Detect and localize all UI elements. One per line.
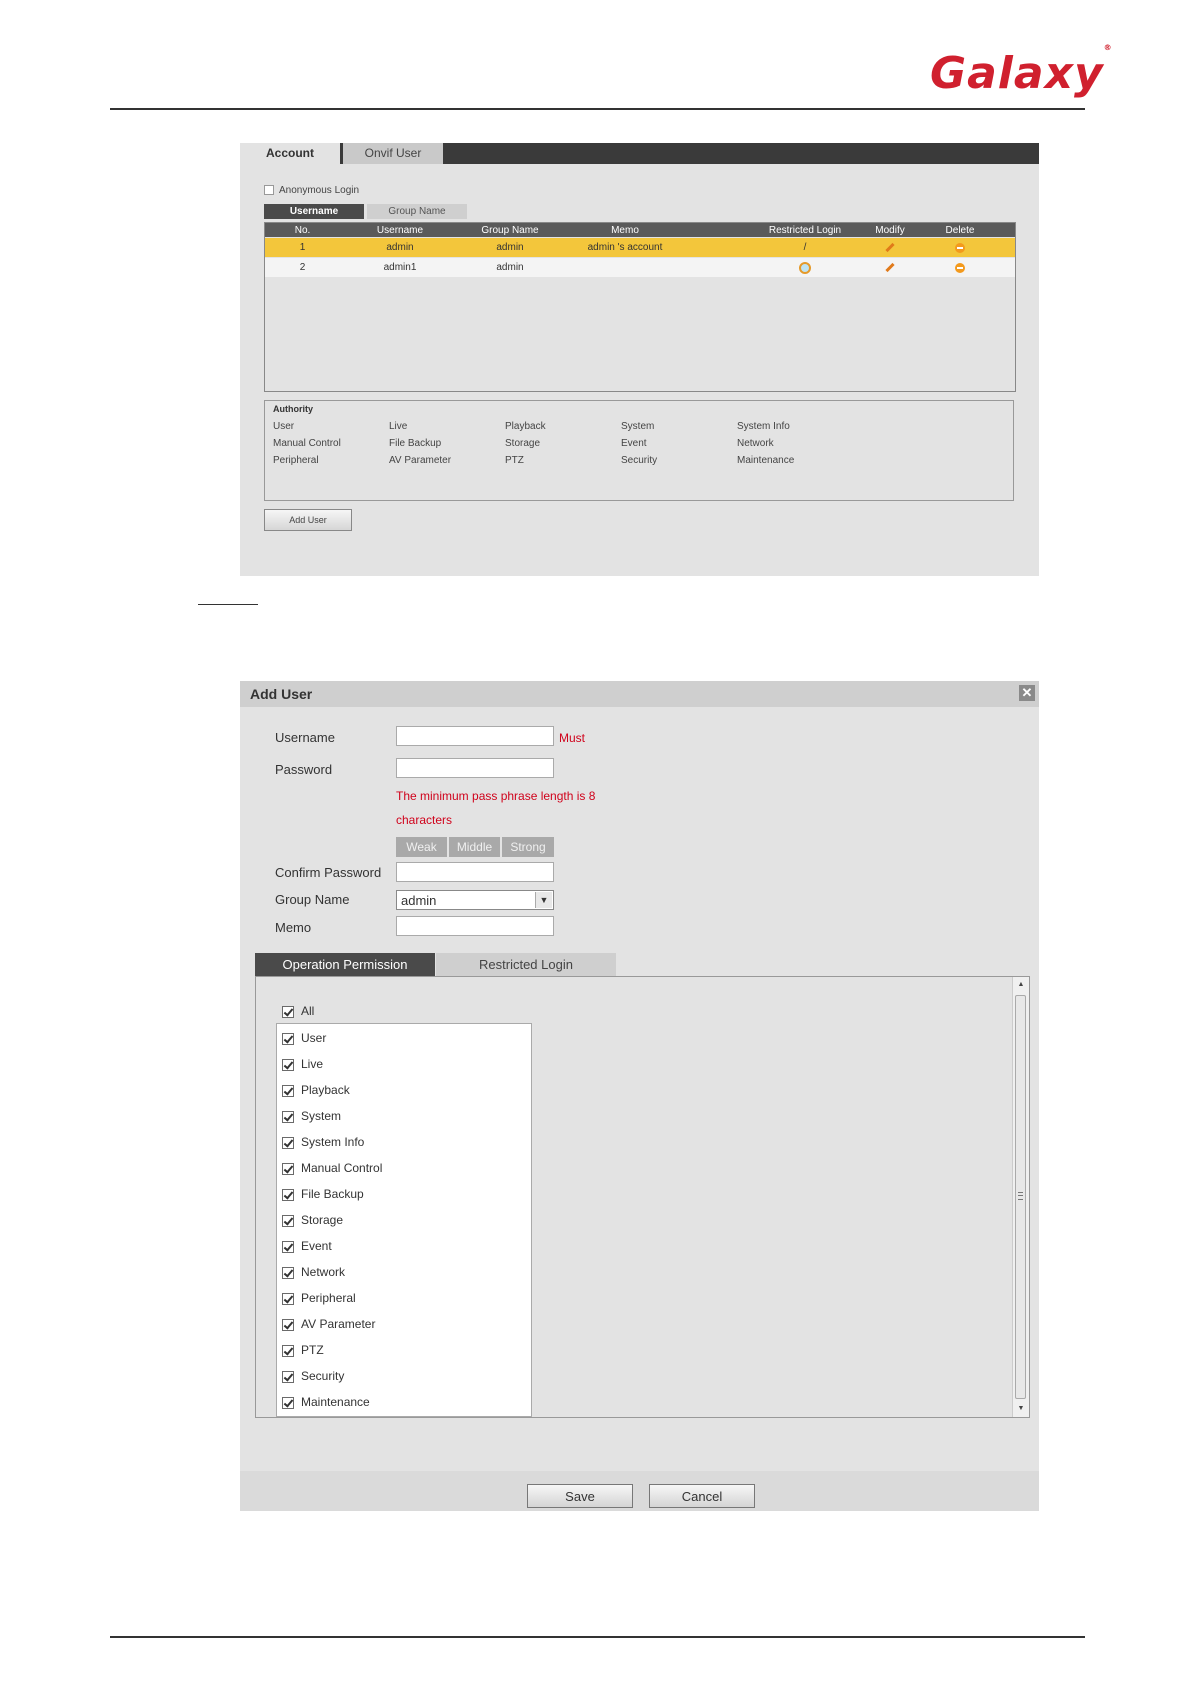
subtab-username[interactable]: Username xyxy=(264,204,364,219)
permission-checkbox[interactable] xyxy=(282,1085,294,1097)
magnifier-icon[interactable] xyxy=(799,262,811,274)
col-delete: Delete xyxy=(945,224,975,236)
permission-checkbox[interactable] xyxy=(282,1215,294,1227)
authority-item: Security xyxy=(621,455,658,466)
dialog-title-bar xyxy=(240,681,1039,707)
authority-item: Playback xyxy=(505,421,546,432)
cell-no: 1 xyxy=(299,242,306,253)
confirm-password-label: Confirm Password xyxy=(275,865,382,880)
cell-group: admin xyxy=(496,262,524,273)
chevron-down-icon[interactable]: ▼ xyxy=(535,892,552,908)
must-indicator: Must xyxy=(559,731,586,745)
password-hint: The minimum pass phrase length is 8 xyxy=(396,789,596,803)
tab-operation-permission[interactable]: Operation Permission xyxy=(255,953,435,976)
delete-cell xyxy=(925,238,995,257)
delete-icon[interactable] xyxy=(955,243,965,253)
table-header xyxy=(265,223,1015,237)
permission-checkbox[interactable] xyxy=(282,1137,294,1149)
permission-checkbox[interactable] xyxy=(282,1241,294,1253)
col-modify: Modify xyxy=(875,224,905,236)
permission-list xyxy=(276,1023,532,1417)
strength-weak: Weak xyxy=(396,837,447,857)
group-name-label: Group Name xyxy=(275,892,350,907)
restricted-login-cell xyxy=(745,258,865,277)
list-item[interactable]: Storage xyxy=(282,1213,343,1227)
dialog-title: Add User xyxy=(250,686,313,702)
password-input[interactable] xyxy=(396,758,554,778)
add-user-button[interactable]: Add User xyxy=(264,509,352,531)
authority-item: Storage xyxy=(505,438,541,449)
list-item[interactable]: System xyxy=(282,1109,341,1123)
scroll-down-icon[interactable]: ▼ xyxy=(1017,1405,1025,1412)
cell-username: admin1 xyxy=(383,262,417,273)
strength-strong: Strong xyxy=(502,837,554,857)
col-group-name: Group Name xyxy=(481,224,539,236)
authority-item: Maintenance xyxy=(737,455,795,466)
permission-checkbox[interactable] xyxy=(282,1267,294,1279)
scroll-up-icon[interactable]: ▲ xyxy=(1017,981,1025,988)
memo-label: Memo xyxy=(275,920,312,935)
password-strength-meter xyxy=(396,837,554,857)
scrollbar-thumb[interactable] xyxy=(1015,995,1026,1399)
list-item[interactable]: File Backup xyxy=(282,1187,364,1201)
permission-checkbox[interactable] xyxy=(282,1059,294,1071)
authority-item: User xyxy=(273,421,295,432)
edit-pencil-icon[interactable] xyxy=(885,243,894,252)
authority-item: System Info xyxy=(737,421,790,432)
permission-checkbox[interactable] xyxy=(282,1397,294,1409)
cell-restricted-login: / xyxy=(803,242,807,253)
galaxy-logo: Galaxy® xyxy=(930,43,1113,99)
list-item[interactable]: Playback xyxy=(282,1083,350,1097)
dialog-footer xyxy=(240,1471,1039,1511)
tab-onvif-user[interactable]: Onvif User xyxy=(343,143,443,164)
table-row[interactable] xyxy=(265,238,1015,257)
permission-checkbox[interactable] xyxy=(282,1111,294,1123)
authority-title: Authority xyxy=(273,404,313,414)
permission-checkbox[interactable] xyxy=(282,1189,294,1201)
col-restricted-login: Restricted Login xyxy=(768,224,842,236)
username-input[interactable] xyxy=(396,726,554,746)
authority-item: System xyxy=(621,421,655,432)
confirm-password-input[interactable] xyxy=(396,862,554,882)
password-label: Password xyxy=(275,762,333,777)
permission-checkbox[interactable] xyxy=(282,1371,294,1383)
subtab-group-name[interactable]: Group Name xyxy=(367,204,467,219)
authority-box xyxy=(264,400,1014,501)
list-item[interactable]: System Info xyxy=(282,1135,364,1149)
all-checkbox-row[interactable]: All xyxy=(282,1004,314,1018)
anonymous-login-checkbox[interactable] xyxy=(264,185,274,195)
cell-memo: admin 's account xyxy=(587,242,663,253)
list-item[interactable]: Manual Control xyxy=(282,1161,382,1175)
table-row[interactable] xyxy=(265,258,1015,277)
authority-item: AV Parameter xyxy=(389,455,452,466)
list-item[interactable]: Peripheral xyxy=(282,1291,356,1305)
add-user-dialog xyxy=(240,681,1039,1511)
tab-restricted-login[interactable]: Restricted Login xyxy=(436,953,616,976)
col-memo: Memo xyxy=(611,224,639,236)
authority-item: PTZ xyxy=(505,455,524,466)
grip-icon xyxy=(1018,1192,1023,1200)
permission-checkbox[interactable] xyxy=(282,1033,294,1045)
delete-icon[interactable] xyxy=(955,263,965,273)
group-name-value: admin xyxy=(401,893,437,908)
cell-no: 2 xyxy=(299,262,306,273)
list-item[interactable]: User xyxy=(282,1031,326,1045)
save-button[interactable]: Save xyxy=(527,1484,633,1508)
col-username: Username xyxy=(376,224,424,236)
list-item[interactable]: Live xyxy=(282,1057,323,1071)
authority-item: Live xyxy=(389,421,408,432)
anonymous-login-option[interactable]: Anonymous Login xyxy=(264,185,359,196)
user-table xyxy=(264,222,1016,392)
header-rule xyxy=(110,108,1085,110)
memo-input[interactable] xyxy=(396,916,554,936)
list-item[interactable]: Network xyxy=(282,1265,345,1279)
cell-username: admin xyxy=(386,242,414,253)
cell-memo xyxy=(565,258,685,277)
cell-group: admin xyxy=(496,242,524,253)
authority-item: Network xyxy=(737,438,774,449)
all-checkbox[interactable] xyxy=(282,1006,294,1018)
authority-item: Peripheral xyxy=(273,455,319,466)
footer-rule xyxy=(110,1636,1085,1638)
vertical-scrollbar[interactable] xyxy=(1012,977,1029,1417)
group-name-select[interactable] xyxy=(396,890,554,910)
username-label: Username xyxy=(275,730,335,745)
step-marker xyxy=(198,604,258,605)
permission-checkbox[interactable] xyxy=(282,1319,294,1331)
list-item[interactable]: AV Parameter xyxy=(282,1317,375,1331)
list-item[interactable]: PTZ xyxy=(282,1343,324,1357)
authority-item: File Backup xyxy=(389,438,442,449)
col-no: No. xyxy=(294,224,311,236)
permission-checkbox[interactable] xyxy=(282,1293,294,1305)
strength-middle: Middle xyxy=(449,837,500,857)
tab-account[interactable]: Account xyxy=(240,143,340,164)
password-hint-cont: characters xyxy=(396,813,453,827)
cancel-button[interactable]: Cancel xyxy=(649,1484,755,1508)
edit-pencil-icon[interactable] xyxy=(885,263,894,272)
authority-item: Manual Control xyxy=(273,438,341,449)
account-panel xyxy=(240,143,1039,576)
close-icon[interactable]: ✕ xyxy=(1019,685,1035,701)
authority-item: Event xyxy=(621,438,647,449)
permission-panel xyxy=(255,976,1030,1418)
list-item[interactable]: Security xyxy=(282,1369,344,1383)
list-item[interactable]: Maintenance xyxy=(282,1395,370,1409)
list-item[interactable]: Event xyxy=(282,1239,332,1253)
permission-checkbox[interactable] xyxy=(282,1163,294,1175)
modify-cell xyxy=(855,258,925,277)
delete-cell xyxy=(925,258,995,277)
modify-cell xyxy=(855,238,925,257)
permission-checkbox[interactable] xyxy=(282,1345,294,1357)
permission-tabs xyxy=(255,953,615,976)
